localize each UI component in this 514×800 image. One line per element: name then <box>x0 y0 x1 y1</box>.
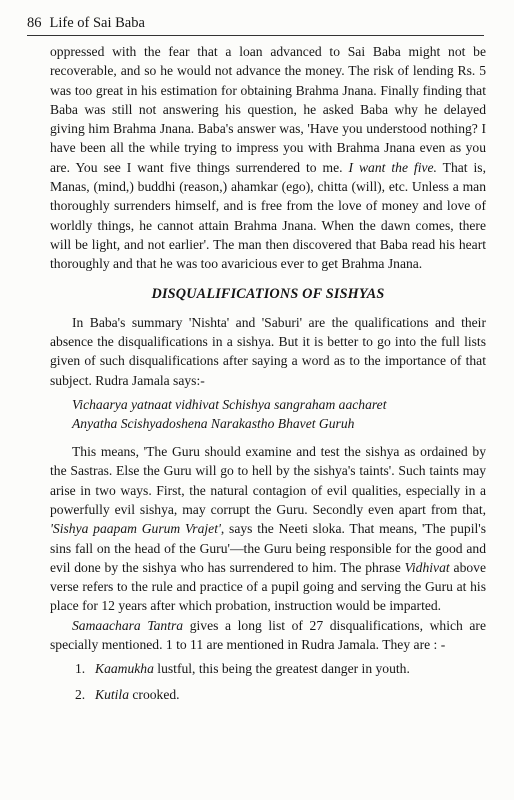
verse-line: Anyatha Scishyadoshena Narakastho Bhavet Guruh <box>72 416 355 432</box>
paragraph-meaning: This means, 'The Guru should examine and test the sishya as ordained by the Sastras. Else the Guru will go to hell by the sishya's taints'. Such taints may arise in two ways. First, the natural contagion of evil qualities, especially in a powerfully evil sishya, may corrupt the Guru. Secondly even apart from that, 'Sishya paapam Gurum Vrajet', says the Neeti sloka. That means, 'The pupil's sins fall on the head of the Guru'—the Guru being responsible for the good and evil done by the sishya who has surrendered to him. The phrase Vidhivat above verse refers to the rule and practice of a pupil going and serving the Guru at his place for 12 years after which probation, instruction would be imparted. <box>50 444 486 614</box>
verse-line: Vichaarya yatnaat vidhivat Schishya sangraham aacharet <box>72 397 387 413</box>
list-item: 1. Kaamukha lustful, this being the greatest danger in youth. <box>75 661 410 677</box>
emphasis-i-want-the-five: I want the five. <box>348 159 437 175</box>
list-item: 2. Kutila crooked. <box>75 686 180 702</box>
page-body <box>50 42 486 710</box>
paragraph-qualifications: In Baba's summary 'Nishta' and 'Saburi' are the qualifications and their absence the disqualifications in a sishya. But it is better to go into the full lists given of such disqualifications after saying a word as to the importance of that subject. Rudra Jamala says:- <box>50 314 486 388</box>
section-heading: DISQUALIFICATIONS OF SISHYAS <box>151 285 385 302</box>
page-number: 86 <box>27 15 42 31</box>
disqualification-list <box>50 659 486 704</box>
page-header <box>27 14 484 36</box>
paragraph-baba-answer: oppressed with the fear that a loan advanced to Sai Baba might not be recoverable, and so he would not advance the money. The risk of lending Rs. 5 was too great in his estimation for obtaining Brahma Jnana. Finally finding that Baba was still not answering his question, he asked Baba why he delayed giving him Brahma Jnana. Baba's answer was, 'Have you understood nothing? I have been all the while trying to impress you with Brahma Jnana even as you are. You see I want five things surrendered to me. I want the five. That is, Manas, (mind,) buddhi (reason,) ahamkar (ego), chitta (will), etc. Unless a man thoroughly surrenders himself, and is free from the love of money and love of worldly things, he cannot attain Brahma Jnana. When the dawn comes, there will be light, and not earlier'. The man then discovered that Baba read his heart thoroughly and that he was too avaricious ever to get Brahma Jnana. <box>50 44 486 272</box>
paragraph-samaachara-tantra: Samaachara Tantra gives a long list of 27 disqualifications, which are specially mentioned. 1 to 11 are mentioned in Rudra Jamala. They are : - <box>50 617 486 653</box>
sanskrit-verse <box>72 395 486 433</box>
running-title: Life of Sai Baba <box>49 15 145 31</box>
